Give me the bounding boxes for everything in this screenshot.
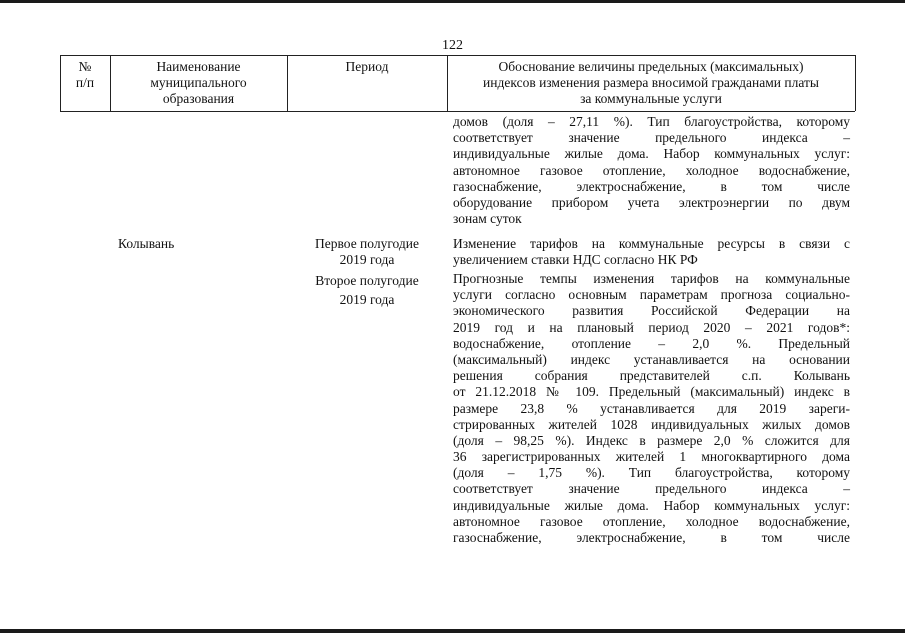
continued-line: оборудование прибором учета электроэнергии по двум [453,194,850,210]
continued-line: индивидуальные жилые дома. Набор коммунальных услуг: [453,146,850,162]
period-second-half-line1: Второе полугодие [315,273,419,288]
header-bottom-line [60,111,855,112]
header-col-period [287,59,447,75]
reason-second-line: индивидуальные жилые дома. Набор коммунальных услуг: [453,497,850,513]
header-municipality-line1: Наименование [156,59,241,74]
reason-first-half [453,236,850,268]
reason-second-line: стрированных жителей 1028 индивидуальных жилых домов [453,416,850,432]
reason-first-line: увеличением ставки НДС согласно НК РФ [453,252,698,268]
header-number-sign: № [78,59,92,74]
header-number-abbr: п/п [75,75,95,90]
reason-second-line: (максимальный) индекс устанавливается на основании [453,351,850,367]
reason-second-line: 2019 год и на плановый период 2020 – 2021 годов*: [453,319,850,335]
period-first-half [297,236,437,268]
top-border [0,0,905,3]
reason-second-line: (доля – 1,75 %). Тип благоустройства, которому [453,465,850,481]
reason-second-line: от 21.12.2018 № 109. Предельный (максимальный) индекс в [453,384,850,400]
table-top-line [60,55,855,56]
header-reason-line3: за коммунальные услуги [580,91,722,106]
reason-second-line: размере 23,8 % устанавливается для 2019 зареги- [453,400,850,416]
header-municipality-line3: образования [162,91,235,106]
header-col-reason [447,59,855,107]
header-reason-line2: индексов изменения размера вносимой гражданами платы [483,75,819,90]
reason-second-line: водоснабжение, отопление – 2,0 %. Предельный [453,335,850,351]
header-col-municipality [110,59,287,107]
page-number: 122 [442,38,463,53]
reason-first-line: Изменение тарифов на коммунальные ресурсы в связи с [453,236,850,251]
continued-line: автономное газовое отопление, холодное водоснабжение, [453,162,850,178]
reason-second-line: (доля – 98,25 %). Индекс в размере 2,0 % сложится для [453,432,850,448]
reason-second-line: газоснабжение, электроснабжение, в том числе [453,530,850,545]
period-first-half-line2: 2019 года [339,252,395,268]
continued-line: зонам суток [453,211,522,227]
header-reason-line1: Обоснование величины предельных (максимальных) [498,59,804,74]
period-first-half-line1: Первое полугодие [315,236,419,251]
header-municipality-line2: муниципального [150,75,247,90]
header-period: Период [345,59,389,74]
reason-second-line: автономное газовое отопление, холодное водоснабжение, [453,513,850,529]
col-line-4 [855,55,856,111]
reason-second-line: экономического развития Российской Федерации на [453,303,850,319]
reason-second-line: 36 зарегистрированных жителей 1 многоквартирного дома [453,449,850,465]
bottom-border [0,629,905,633]
municipality-name: Колывань [118,236,175,251]
continued-line: газоснабжение, электроснабжение, в том числе [453,178,850,194]
reason-second-half [453,271,850,546]
reason-second-line: соответствует значение предельного индекса – [453,481,850,497]
continued-text [453,114,850,227]
reason-second-line: решения собрания представителей с.п. Колывань [453,368,850,384]
continued-line: соответствует значение предельного индекса – [453,130,850,146]
period-second-half-line2: 2019 года [339,292,395,307]
header-col-number [60,59,110,91]
period-second-half [297,271,437,309]
reason-second-line: Прогнозные темпы изменения тарифов на коммунальные [453,271,850,286]
continued-line: домов (доля – 27,11 %). Тип благоустройства, которому [453,114,850,129]
reason-second-line: услуги согласно основным параметрам прогноза социально- [453,287,850,303]
